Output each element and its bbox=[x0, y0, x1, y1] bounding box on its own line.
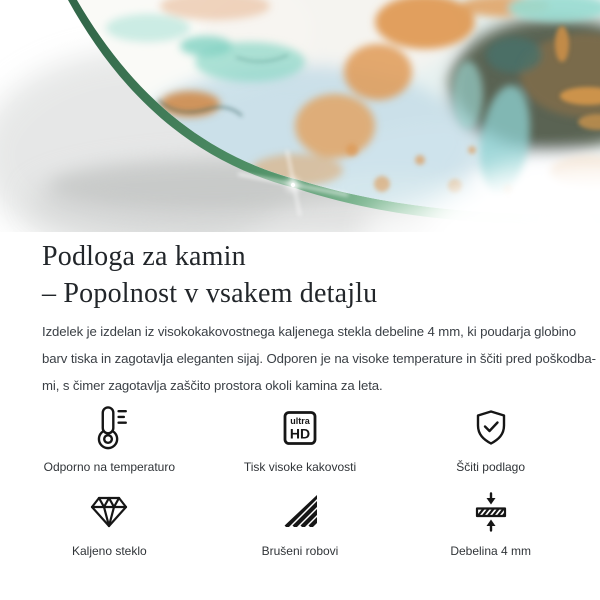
ultra-hd-icon-text-bottom: HD bbox=[289, 425, 311, 442]
feature-label: Kaljeno steklo bbox=[71, 544, 147, 558]
feature-label: Ščiti podlago bbox=[456, 460, 526, 474]
page-title bbox=[42, 238, 600, 312]
feature-grid bbox=[0, 405, 600, 558]
polished-edges-icon bbox=[280, 489, 320, 535]
glass-panel-image bbox=[0, 0, 600, 232]
feature-label: Tisk visoke kakovosti bbox=[243, 460, 357, 474]
diamond-icon bbox=[87, 489, 131, 535]
feature-temperature-resistant bbox=[14, 405, 205, 474]
description-line: barv tiska in zagotavlja eleganten sijaj. Odporen je na visoke temperature in ščiti pred poškodba- bbox=[42, 351, 596, 366]
feature-print-quality bbox=[205, 405, 396, 474]
thickness-icon bbox=[471, 489, 511, 535]
description-line: mi, s čimer zagotavlja zaščito prostora okoli kamina za leta. bbox=[42, 378, 383, 393]
feature-polished-edges bbox=[205, 489, 396, 558]
feature-thickness bbox=[395, 489, 586, 558]
feature-label: Brušeni robovi bbox=[261, 544, 339, 558]
shield-check-icon bbox=[471, 405, 511, 451]
feature-protects-floor bbox=[395, 405, 586, 474]
thermometer-icon bbox=[89, 405, 129, 451]
product-photo bbox=[0, 0, 600, 232]
feature-label: Debelina 4 mm bbox=[450, 544, 532, 558]
ultra-hd-icon-text-top: ultra bbox=[290, 416, 310, 426]
page-title-line-2: – Popolnost v vsakem detajlu bbox=[42, 278, 378, 309]
feature-label: Odporno na temperaturo bbox=[43, 460, 176, 474]
page-title-line-1: Podloga za kamin bbox=[42, 241, 246, 272]
product-description bbox=[42, 318, 600, 399]
feature-tempered-glass bbox=[14, 489, 205, 558]
description-line: Izdelek je izdelan iz visokokakovostnega kaljenega stekla debeline 4 mm, ki poudarja globino bbox=[42, 324, 577, 339]
ultra-hd-icon bbox=[280, 405, 320, 451]
